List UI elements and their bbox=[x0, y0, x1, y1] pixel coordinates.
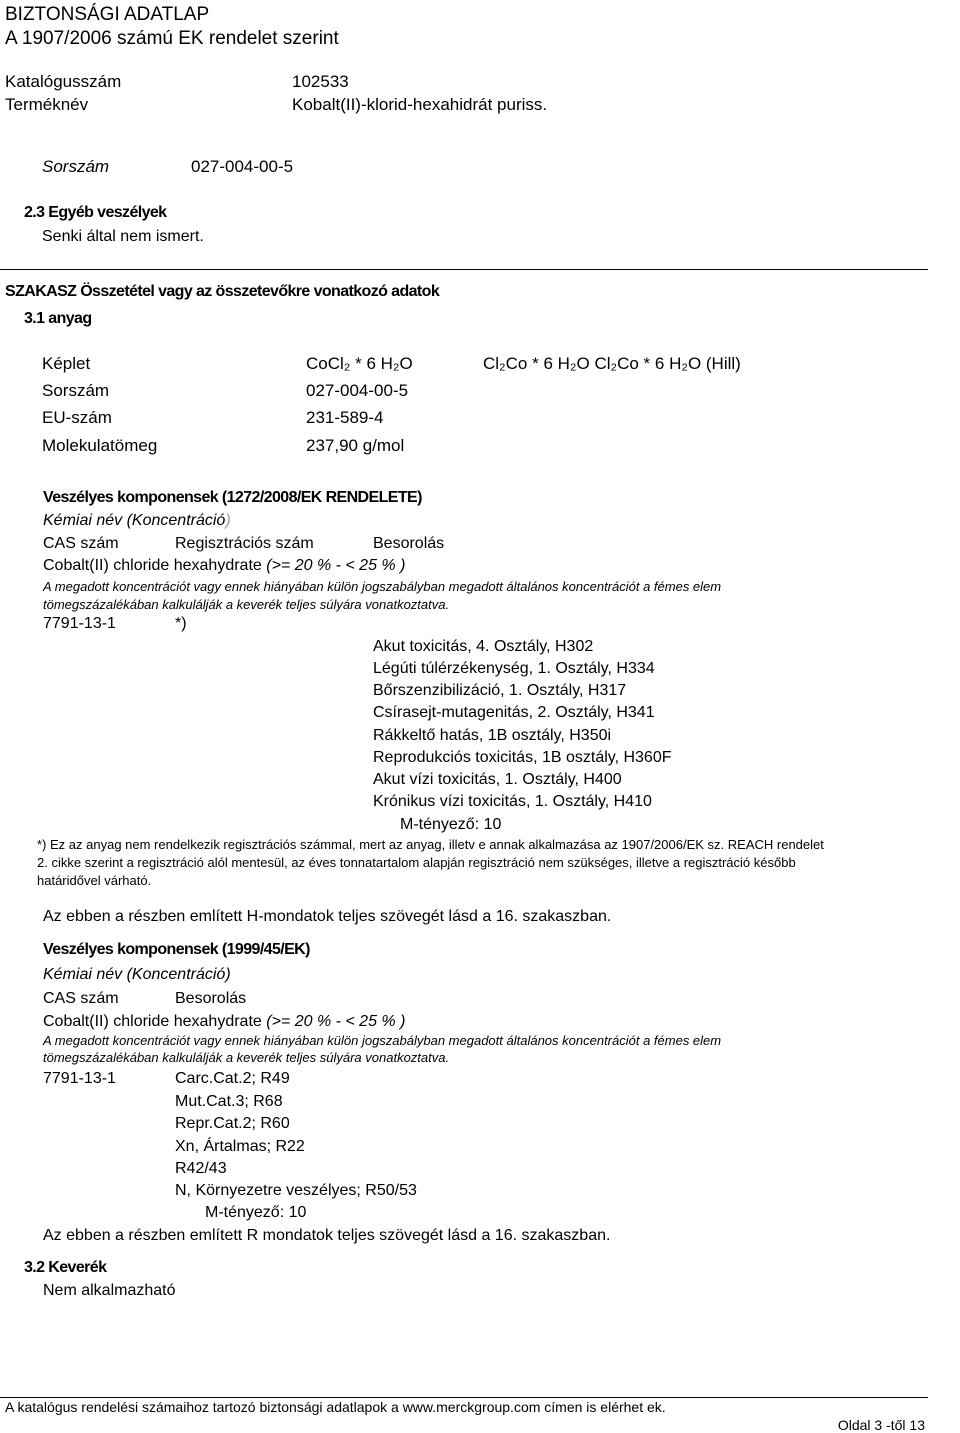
footer-text: A katalógus rendelési számaihoz tartozó biztonsági adatlapok a www.merckgroup.com címen is elérhet ek. bbox=[5, 1399, 666, 1415]
dpd-class-2: Mut.Cat.3; R68 bbox=[175, 1093, 283, 1110]
page-number: Oldal 3 -től 13 bbox=[837, 1417, 925, 1433]
other-hazards-text: Senki által nem ismert. bbox=[42, 228, 204, 245]
clp-col-cas: CAS szám bbox=[43, 535, 119, 552]
dpd-class-4: Xn, Ártalmas; R22 bbox=[175, 1138, 305, 1155]
section-divider bbox=[0, 269, 928, 270]
dpd-class-3: Repr.Cat.2; R60 bbox=[175, 1115, 290, 1132]
mixture-heading: 3.2 Keverék bbox=[24, 1259, 107, 1276]
product-label: Terméknév bbox=[5, 95, 89, 114]
clp-class-6: Reprodukciós toxicitás, 1B osztály, H360F bbox=[373, 749, 672, 766]
clp-cas-value: 7791-13-1 bbox=[43, 615, 116, 632]
dpd-heading: Veszélyes komponensek (1999/45/EK) bbox=[43, 941, 310, 958]
eu-number-label: EU-szám bbox=[42, 408, 112, 427]
eu-number-value: 231-589-4 bbox=[306, 408, 384, 427]
dpd-col-classification: Besorolás bbox=[175, 990, 247, 1007]
product-value: Kobalt(II)-klorid-hexahidrát puriss. bbox=[292, 95, 548, 114]
mixture-text: Nem alkalmazható bbox=[43, 1282, 176, 1299]
dpd-class-5: R42/43 bbox=[175, 1160, 227, 1177]
index-value: 027-004-00-5 bbox=[191, 157, 294, 176]
index-number-label: Sorszám bbox=[42, 381, 110, 400]
clp-class-2: Légúti túlérzékenység, 1. Osztály, H334 bbox=[373, 660, 655, 677]
catalog-label: Katalógusszám bbox=[5, 72, 122, 91]
other-hazards-heading: 2.3 Egyéb veszélyek bbox=[24, 204, 167, 221]
r-phrases-note: Az ebben a részben említett R mondatok teljes szövegét lásd a 16. szakaszban. bbox=[43, 1227, 611, 1244]
footnote-line-2: 2. cikke szerint a regisztráció alól mentesül, az éves tonnatartalom alapján regisztráció nem szükséges, illetve a regisztráció később bbox=[37, 855, 796, 870]
clp-chemical-name-header: Kémiai név (Koncentráció) bbox=[43, 512, 231, 529]
clp-m-factor: M-tényező: 10 bbox=[400, 816, 502, 833]
dpd-note-line-2: tömegszázalékában kalkulálják a keverék teljes súlyára vonatkoztatva. bbox=[43, 1050, 450, 1065]
substance-subheading: 3.1 anyag bbox=[24, 310, 92, 327]
h-statements-note: Az ebben a részben említett H-mondatok teljes szövegét lásd a 16. szakaszban. bbox=[43, 908, 612, 925]
hill-formula: Cl₂Co * 6 H₂O Cl₂Co * 6 H₂O (Hill) bbox=[483, 354, 741, 373]
catalog-value: 102533 bbox=[292, 72, 349, 91]
molar-mass-value: 237,90 g/mol bbox=[306, 436, 405, 455]
index-number-value: 027-004-00-5 bbox=[306, 381, 409, 400]
molar-mass-label: Molekulatömeg bbox=[42, 436, 158, 455]
clp-class-8: Krónikus vízi toxicitás, 1. Osztály, H410 bbox=[373, 793, 652, 810]
dpd-note-line-1: A megadott koncentrációt vagy ennek hiányában külön jogszabályban megadott általános koncentrációt a fémes elem bbox=[43, 1033, 722, 1048]
clp-class-4: Csírasejt-mutagenitás, 2. Osztály, H341 bbox=[373, 704, 655, 721]
formula-value: CoCl₂ * 6 H₂O bbox=[306, 354, 413, 373]
clp-substance-line: Cobalt(II) chloride hexahydrate (>= 20 % - < 25 % ) bbox=[43, 557, 406, 574]
dpd-class-1: Carc.Cat.2; R49 bbox=[175, 1070, 290, 1087]
index-label: Sorszám bbox=[42, 157, 110, 176]
clp-class-3: Bőrszenzibilizáció, 1. Osztály, H317 bbox=[373, 682, 627, 699]
clp-col-classification: Besorolás bbox=[373, 535, 445, 552]
clp-note-line-1: A megadott koncentrációt vagy ennek hiányában külön jogszabályban megadott általános koncentrációt a fémes elem bbox=[43, 579, 722, 594]
clp-class-7: Akut vízi toxicitás, 1. Osztály, H400 bbox=[373, 771, 622, 788]
clp-note-line-2: tömegszázalékában kalkulálják a keverék teljes súlyára vonatkoztatva. bbox=[43, 597, 450, 612]
dpd-substance-line: Cobalt(II) chloride hexahydrate (>= 20 % - < 25 % ) bbox=[43, 1013, 406, 1030]
document-title: BIZTONSÁGI ADATLAP bbox=[5, 4, 210, 25]
clp-heading: Veszélyes komponensek (1272/2008/EK RENDELETE) bbox=[43, 489, 422, 506]
clp-class-5: Rákkeltő hatás, 1B osztály, H350i bbox=[373, 727, 612, 744]
dpd-cas-value: 7791-13-1 bbox=[43, 1070, 116, 1087]
clp-col-registration: Regisztrációs szám bbox=[175, 535, 314, 552]
clp-class-1: Akut toxicitás, 4. Osztály, H302 bbox=[373, 638, 594, 655]
footer-divider bbox=[0, 1397, 928, 1398]
footnote-line-1: *) Ez az anyag nem rendelkezik regisztrációs számmal, mert az anyag, illetv e annak alkalmazása az 1907/2006/EK sz. REACH rendelet bbox=[37, 837, 824, 852]
footnote-line-3: határidővel várható. bbox=[37, 873, 152, 888]
formula-label: Képlet bbox=[42, 354, 91, 373]
dpd-chemical-name-header: Kémiai név (Koncentráció) bbox=[43, 966, 231, 983]
clp-registration-value: *) bbox=[175, 615, 187, 632]
section-3-heading: SZAKASZ Összetétel vagy az összetevőkre vonatkozó adatok bbox=[5, 283, 440, 300]
dpd-m-factor: M-tényező: 10 bbox=[205, 1204, 307, 1221]
dpd-class-6: N, Környezetre veszélyes; R50/53 bbox=[175, 1182, 417, 1199]
dpd-col-cas: CAS szám bbox=[43, 990, 119, 1007]
regulation-subtitle: A 1907/2006 számú EK rendelet szerint bbox=[5, 28, 339, 49]
